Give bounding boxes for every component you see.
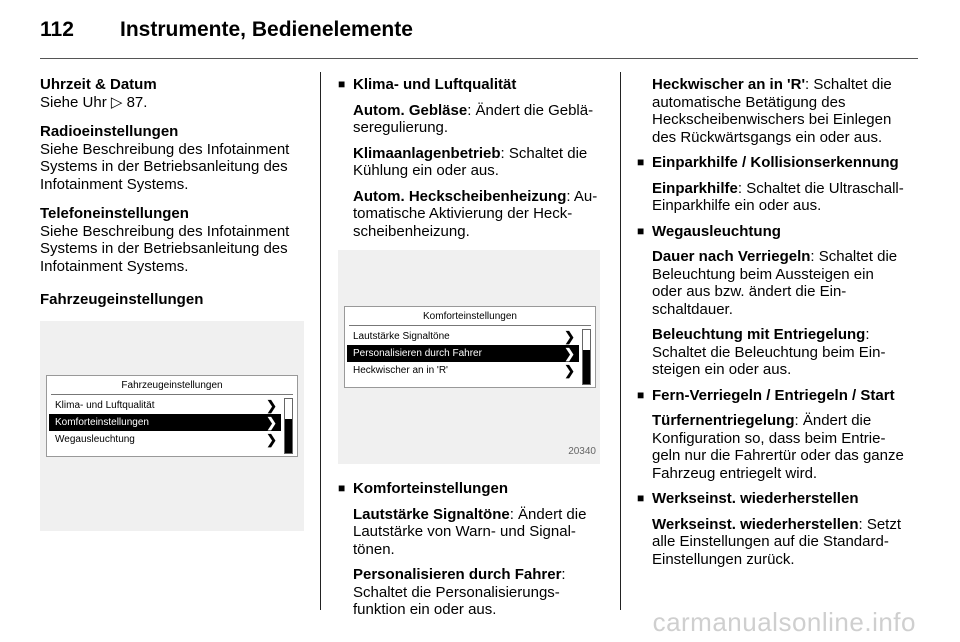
- section-title: Uhrzeit & Datum: [40, 76, 157, 93]
- entry: Dauer nach Verriegeln: Schaltet die Beleuchtung beim Aussteigen ein oder aus bzw. ändert die Einschaltdauer.: [652, 248, 898, 318]
- bullet-heading: ■ Komforteinstellungen: [338, 480, 603, 498]
- bullet-heading: ■ Einparkhilfe / Kollisionserkennung: [637, 154, 905, 172]
- entry: Werkseinst. wiederherstellen: Setzt alle Einstellungen auf die Standard-Einstellungen zurück.: [652, 515, 902, 568]
- section-title: Fahrzeugeinstellungen: [40, 291, 204, 308]
- screen-rule: [51, 394, 293, 395]
- section-title: Telefoneinstellungen: [40, 205, 189, 222]
- entry: Beleuchtung mit Entriegelung: Schaltet die Beleuchtung beim Einsteigen ein oder aus.: [652, 326, 886, 378]
- chevron-right-icon: ❯: [266, 397, 277, 413]
- menu-row-selected[interactable]: Komforteinstellungen ❯: [49, 414, 281, 431]
- section-uhrzeit: [40, 76, 310, 111]
- bullet-heading: ■ Wegausleuchtung: [637, 223, 905, 241]
- section-text: Siehe Beschreibung des Infotainment Systems in der Betriebsanleitung des Infotainment Systems.: [40, 140, 290, 193]
- page-title: Instrumente, Bedienelemente: [120, 18, 413, 41]
- figure-id: 20340: [568, 445, 596, 457]
- entry: Lautstärke Signaltöne: Ändert die Lautstärke von Warn- und Signaltönen.: [353, 505, 587, 558]
- screen-rule: [349, 325, 591, 326]
- chevron-right-icon: ❯: [564, 346, 575, 361]
- scroll-thumb: [583, 350, 590, 384]
- menu-row[interactable]: Heckwischer an in 'R' ❯: [353, 363, 575, 378]
- chevron-right-icon: ❯: [266, 414, 277, 430]
- scrollbar: [582, 329, 591, 385]
- entry: Autom. Heckscheibenheizung: Automatische Aktivierung der Heckscheibenheizung.: [353, 187, 598, 240]
- section-text: Siehe Beschreibung des Infotainment Systems in der Betriebsanleitung des Infotainment Systems.: [40, 222, 290, 275]
- figure-fahrzeugeinstellungen: [40, 321, 304, 531]
- entry: Einparkhilfe: Schaltet die Ultraschall-Einparkhilfe ein oder aus.: [652, 179, 904, 214]
- column-separator-1: [320, 72, 321, 610]
- chevron-right-icon: ❯: [266, 431, 277, 447]
- footer-watermark: carmanualsonline.info: [652, 607, 916, 637]
- section-text: Siehe Uhr ▷ 87.: [40, 93, 148, 111]
- chevron-right-icon: ❯: [564, 363, 575, 378]
- entry: Heckwischer an in 'R': Schaltet die automatische Betätigung des Heckscheibenwischers bei Einlegen des Rückwärtsgangs ein oder aus.: [652, 76, 892, 146]
- display-screen: [46, 375, 298, 457]
- screen-title: Komforteinstellungen: [423, 311, 517, 322]
- screen-title: Fahrzeugeinstellungen: [121, 379, 223, 391]
- entry: Personalisieren durch Fahrer: Schaltet die Personalisierungsfunktion ein oder aus.: [353, 566, 566, 618]
- column-2: [338, 76, 603, 627]
- page-number: 112: [40, 18, 74, 41]
- scrollbar: [284, 398, 293, 454]
- scroll-thumb: [285, 419, 292, 453]
- bullet-heading: ■ Fern-Verriegeln / Entriegeln / Start: [637, 387, 905, 405]
- section-radio: [40, 123, 310, 193]
- header-rule: [40, 58, 918, 59]
- display-screen: [344, 306, 596, 388]
- section-title: Radioeinstellungen: [40, 123, 179, 140]
- arrow-ref-icon: ▷: [110, 93, 123, 111]
- menu-row[interactable]: Klima- und Luftqualität ❯: [55, 397, 277, 413]
- column-1: [40, 76, 310, 531]
- menu-row-selected[interactable]: Personalisieren durch Fahrer ❯: [347, 345, 579, 362]
- figure-komforteinstellungen: [338, 250, 600, 464]
- column-separator-2: [620, 72, 621, 610]
- chevron-right-icon: ❯: [564, 329, 575, 344]
- bullet-heading: ■ Werkseinst. wiederherstellen: [637, 490, 905, 508]
- entry: Türfernentriegelung: Ändert die Konfiguration so, dass beim Entriegeln nur die Fahrertür oder das ganze Fahrzeug entriegelt wird.: [652, 412, 904, 482]
- bullet-heading: ■ Klima- und Luftqualität: [338, 76, 603, 94]
- menu-row[interactable]: Wegausleuchtung ❯: [55, 431, 277, 447]
- section-telefon: [40, 205, 310, 275]
- entry: Klimaanlagenbetrieb: Schaltet die Kühlung ein oder aus.: [353, 144, 588, 179]
- column-3: [637, 76, 905, 576]
- menu-row[interactable]: Lautstärke Signaltöne ❯: [353, 329, 575, 344]
- entry: Autom. Gebläse: Ändert die Gebläseregulierung.: [353, 101, 594, 136]
- section-fahrzeug: [40, 291, 310, 309]
